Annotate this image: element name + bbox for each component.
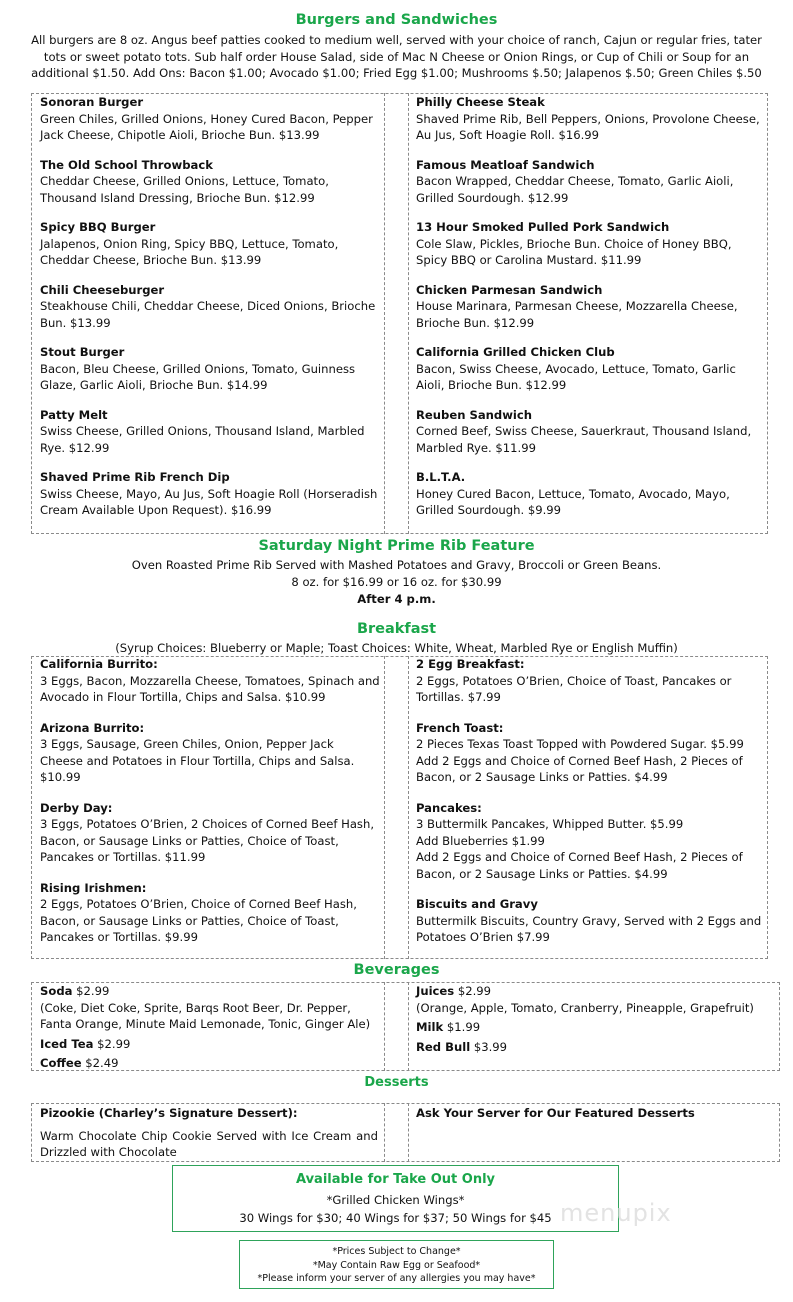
prime-rib-description: Oven Roasted Prime Rib Served with Mashed Potatoes and Gravy, Broccoli or Green Beans. [131, 558, 662, 572]
menu-item [416, 219, 762, 269]
menu-item [416, 407, 762, 457]
breakfast-left-column [40, 656, 380, 960]
menu-item-name: French Toast: [416, 720, 504, 735]
menu-item-name: The Old School Throwback [40, 157, 213, 172]
menu-item-name: California Grilled Chicken Club [416, 345, 615, 359]
desserts-heading: Desserts [364, 1075, 429, 1090]
menu-item [40, 800, 380, 866]
beverage-milk [416, 1019, 776, 1036]
beverage-price: $2.49 [81, 1056, 119, 1070]
beverages-column-divider [384, 982, 385, 1071]
takeout-heading: Available for Take Out Only [295, 1172, 496, 1187]
menu-item-name: Chili Cheeseburger [40, 282, 165, 297]
menu-item-desc: 2 Eggs, Potatoes O’Brien, Choice of Toast, Pancakes or Tortillas. $7.99 [416, 673, 732, 704]
takeout-item: *Grilled Chicken Wings* [326, 1193, 465, 1207]
menu-item-name: Shaved Prime Rib French Dip [40, 470, 230, 484]
desserts-left-column [40, 1105, 378, 1161]
beverage-name: Juices [416, 984, 455, 998]
menu-item-name: Famous Meatloaf Sandwich [416, 157, 595, 172]
note-line: *May Contain Raw Egg or Seafood* [312, 1259, 481, 1271]
menu-item [416, 656, 762, 706]
beverage-coffee [40, 1055, 380, 1072]
menu-item-name: B.L.T.A. [416, 470, 466, 484]
menu-item [416, 469, 762, 519]
dessert-featured: Ask Your Server for Our Featured Desserts [416, 1106, 695, 1120]
menu-item-name: 13 Hour Smoked Pulled Pork Sandwich [416, 220, 670, 234]
menu-item-addon: Add 2 Eggs and Choice of Corned Beef Hash, 2 Pieces of Bacon, or 2 Sausage Links or Patties. $4.99 [416, 753, 743, 784]
menu-item [40, 469, 380, 519]
menu-item-name: Biscuits and Gravy [416, 897, 538, 911]
menu-item [40, 407, 380, 457]
menu-item [416, 344, 762, 394]
beverage-red-bull [416, 1039, 776, 1056]
burgers-right-column [416, 94, 762, 533]
beverage-name: Iced Tea [40, 1036, 94, 1051]
menu-item [40, 282, 380, 332]
menu-item-desc: Swiss Cheese, Mayo, Au Jus, Soft Hoagie Roll (Horseradish Cream Available Upon Request). $16.99 [40, 486, 378, 517]
burgers-intro-line: tots or sweet potato tots. Sub half order House Salad, side of Mac N Cheese or Onion Rings, or Cup of Chili or Soup for an [43, 49, 750, 64]
prime-rib-price: 8 oz. for $16.99 or 16 oz. for $30.99 [291, 575, 502, 589]
menu-item-name: California Burrito: [40, 657, 158, 671]
beverages-left-column [40, 983, 380, 1072]
menu-item-desc: Shaved Prime Rib, Bell Peppers, Onions, Provolone Cheese, Au Jus, Soft Hoagie Roll. $16.99 [416, 111, 760, 142]
menu-item-name: Reuben Sandwich [416, 407, 533, 422]
beverage-price: $1.99 [443, 1020, 481, 1034]
beverage-price: $3.99 [470, 1039, 508, 1054]
menu-item-desc: Steakhouse Chili, Cheddar Cheese, Diced Onions, Brioche Bun. $13.99 [40, 299, 376, 330]
burgers-intro [20, 32, 773, 82]
menu-item [40, 656, 380, 706]
dessert-name: Pizookie (Charley’s Signature Dessert): [40, 1106, 298, 1120]
breakfast-column-divider [384, 656, 385, 959]
menu-item-desc: Swiss Cheese, Grilled Onions, Thousand Island, Marbled Rye. $12.99 [40, 424, 365, 455]
beverage-desc: (Coke, Diet Coke, Sprite, Barqs Root Beer, Dr. Pepper, Fanta Orange, Minute Maid Lemonade, Tonic, Ginger Ale) [40, 1000, 371, 1031]
menu-item-desc: Buttermilk Biscuits, Country Gravy, Served with 2 Eggs and Potatoes O’Brien $7.99 [416, 913, 762, 944]
menu-item-name: Stout Burger [40, 345, 125, 359]
beverage-soda [40, 983, 380, 1000]
watermark-text: menupix [560, 1199, 672, 1227]
menu-item-desc: 3 Eggs, Bacon, Mozzarella Cheese, Tomatoes, Spinach and Avocado in Flour Tortilla, Chips and Salsa. $10.99 [40, 673, 380, 704]
menu-item-name: 2 Egg Breakfast: [416, 657, 525, 671]
beverage-name: Soda [40, 984, 73, 998]
menu-item [416, 800, 762, 883]
menu-item-desc: 2 Pieces Texas Toast Topped with Powdered Sugar. $5.99 [416, 737, 744, 751]
menu-item [416, 157, 762, 207]
beverage-juices [416, 983, 776, 1000]
beverage-desc: (Orange, Apple, Tomato, Cranberry, Pineapple, Grapefruit) [416, 1000, 754, 1015]
menu-item-desc: 3 Eggs, Sausage, Green Chiles, Onion, Pepper Jack Cheese and Potatoes in Flour Tortilla, Chips and Salsa. $10.99 [40, 737, 355, 784]
breakfast-right-column [416, 656, 762, 960]
menu-item-name: Derby Day: [40, 800, 113, 815]
beverage-price: $2.99 [454, 984, 492, 998]
menu-item-name: Philly Cheese Steak [416, 95, 545, 109]
menu-item-name: Rising Irishmen: [40, 880, 147, 895]
menu-item [416, 896, 762, 946]
menu-item-name: Sonoran Burger [40, 95, 144, 109]
burgers-column-divider [384, 93, 385, 534]
beverage-price: $2.99 [93, 1036, 131, 1051]
prime-rib-time: After 4 p.m. [357, 592, 436, 606]
menu-item [416, 720, 762, 786]
note-line: *Please inform your server of any allergies you may have* [257, 1273, 536, 1284]
beverages-right-column [416, 983, 776, 1055]
menu-item-desc: Honey Cured Bacon, Lettuce, Tomato, Avocado, Mayo, Grilled Sourdough. $9.99 [416, 486, 730, 517]
menu-item [40, 720, 380, 786]
menu-item-name: Arizona Burrito: [40, 720, 145, 735]
menu-item-desc: Bacon, Swiss Cheese, Avocado, Lettuce, Tomato, Garlic Aioli, Brioche Bun. $12.99 [416, 361, 736, 392]
menu-item-desc: Corned Beef, Swiss Cheese, Sauerkraut, Thousand Island, Marbled Rye. $11.99 [416, 424, 752, 455]
menu-item [40, 880, 380, 946]
prime-rib-heading: Saturday Night Prime Rib Feature [258, 538, 535, 554]
dessert-desc: Warm Chocolate Chip Cookie Served with Ice Cream and Drizzled with Chocolate [40, 1128, 378, 1159]
beverage-name: Coffee [40, 1056, 82, 1070]
desserts-column-divider [384, 1103, 385, 1162]
menu-item-name: Chicken Parmesan Sandwich [416, 282, 603, 297]
menu-item [40, 94, 380, 144]
takeout-prices: 30 Wings for $30; 40 Wings for $37; 50 Wings for $45 [239, 1211, 552, 1225]
menu-item [416, 282, 762, 332]
menu-item-desc: Green Chiles, Grilled Onions, Honey Cured Bacon, Pepper Jack Cheese, Chipotle Aioli, Brioche Bun. $13.99 [40, 111, 373, 142]
breakfast-note: (Syrup Choices: Blueberry or Maple; Toast Choices: White, Wheat, Marbled Rye or English Muffin) [115, 641, 678, 655]
burgers-left-column [40, 94, 380, 533]
menu-item-name: Spicy BBQ Burger [40, 220, 156, 234]
menu-item-name: Pancakes: [416, 800, 482, 815]
breakfast-column-divider [408, 656, 409, 959]
menu-item-desc: 3 Eggs, Potatoes O’Brien, 2 Choices of Corned Beef Hash, Bacon, or Sausage Links or Patties, Choice of Toast, Pancakes or Tortillas. $11.99 [40, 817, 375, 864]
menu-item [40, 157, 380, 207]
menu-item-desc: Cheddar Cheese, Grilled Onions, Lettuce, Tomato, Thousand Island Dressing, Brioche Bun. $12.99 [40, 174, 329, 205]
beverages-column-divider [408, 982, 409, 1071]
menu-item-desc: Jalapenos, Onion Ring, Spicy BBQ, Lettuce, Tomato, Cheddar Cheese, Brioche Bun. $13.99 [40, 236, 339, 267]
watermark-logo [560, 1199, 672, 1227]
menu-item-name: Patty Melt [40, 407, 108, 422]
menu-item [416, 94, 762, 144]
menu-item-desc: 3 Buttermilk Pancakes, Whipped Butter. $5.99 [416, 817, 684, 831]
menu-item-addon: Add 2 Eggs and Choice of Corned Beef Hash, 2 Pieces of Bacon, or 2 Sausage Links or Patties. $4.99 [416, 850, 743, 881]
menu-item [40, 219, 380, 269]
menu-item-desc: House Marinara, Parmesan Cheese, Mozzarella Cheese, Brioche Bun. $12.99 [416, 299, 738, 330]
breakfast-heading: Breakfast [356, 621, 437, 637]
burgers-column-divider [408, 93, 409, 534]
menu-item [40, 344, 380, 394]
burgers-heading: Burgers and Sandwiches [295, 12, 498, 28]
desserts-column-divider [408, 1103, 409, 1162]
menu-item-desc: Bacon, Bleu Cheese, Grilled Onions, Tomato, Guinness Glaze, Garlic Aioli, Brioche Bun. $14.99 [40, 361, 356, 392]
menu-item-desc: 2 Eggs, Potatoes O’Brien, Choice of Corned Beef Hash, Bacon, or Sausage Links or Patties, Choice of Toast, Pancakes or Tortillas. $9.99 [40, 897, 357, 944]
menu-item-desc: Cole Slaw, Pickles, Brioche Bun. Choice of Honey BBQ, Spicy BBQ or Carolina Mustard. $11.99 [416, 236, 732, 267]
note-line: *Prices Subject to Change* [332, 1246, 461, 1257]
beverage-price: $2.99 [72, 984, 110, 998]
beverages-heading: Beverages [353, 962, 440, 978]
burgers-intro-line: All burgers are 8 oz. Angus beef patties cooked to medium well, served with your choice of ranch, Cajun or regular fries, tater [31, 33, 762, 47]
menu-item-addon: Add Blueberries $1.99 [416, 833, 545, 848]
burgers-intro-line: additional $1.50. Add Ons: Bacon $1.00; Avocado $1.00; Fried Egg $1.00; Mushrooms $.50; Jalapenos $.50; Green Chiles $.50 [31, 66, 762, 80]
notes [239, 1245, 554, 1286]
beverage-name: Milk [416, 1020, 444, 1034]
beverage-name: Red Bull [416, 1039, 471, 1054]
menu-item-desc: Bacon Wrapped, Cheddar Cheese, Tomato, Garlic Aioli, Grilled Sourdough. $12.99 [416, 174, 734, 205]
beverage-iced-tea [40, 1036, 380, 1053]
